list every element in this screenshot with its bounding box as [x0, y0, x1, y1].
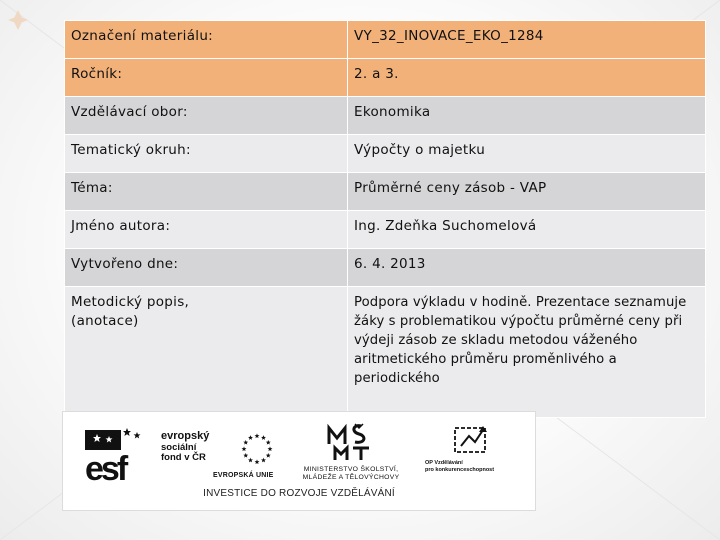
eu-star-icon: [248, 458, 253, 463]
table-row: [65, 249, 706, 287]
table-row: [65, 211, 706, 249]
esf-label-line1: evropský: [161, 430, 210, 442]
description-label: [65, 287, 348, 418]
row-value: 2. a 3.: [348, 59, 706, 97]
msmt-label-line1: MINISTERSTVO ŠKOLSTVÍ,: [303, 466, 399, 473]
description-label-line1: Metodický popis,: [71, 294, 190, 310]
row-value: Ing. Zdeňka Suchomelová: [348, 211, 706, 249]
eu-star-icon: [248, 435, 253, 440]
description-label-line2: (anotace): [71, 313, 139, 329]
esf-label-line3: fond v ČR: [161, 452, 206, 463]
row-value: Výpočty o majetku: [348, 135, 706, 173]
op-label-line2: pro konkurenceschopnost: [425, 466, 495, 473]
esf-logo-icon: [85, 426, 157, 482]
eu-star-icon: [261, 435, 266, 440]
op-logo-icon: [447, 422, 491, 458]
esf-label-line2: sociální: [161, 442, 197, 453]
row-label: Téma:: [65, 173, 348, 211]
row-value: Ekonomika: [348, 97, 706, 135]
corner-ornament: [8, 10, 28, 30]
eu-star-icon: [261, 458, 266, 463]
row-value: 6. 4. 2013: [348, 249, 706, 287]
op-label-line1: OP Vzdělávání: [425, 460, 463, 466]
row-value: VY_32_INOVACE_EKO_1284: [348, 21, 706, 59]
row-label: Tematický okruh:: [65, 135, 348, 173]
table-row: [65, 135, 706, 173]
investice-tagline: INVESTICE DO ROZVOJE VZDĚLÁVÁNÍ: [203, 488, 395, 499]
svg-text:esf: esf: [85, 450, 126, 482]
row-value: Průměrné ceny zásob - VAP: [348, 173, 706, 211]
eu-star-icon: [266, 440, 271, 445]
row-label: Označení materiálu:: [65, 21, 348, 59]
description-text: Podpora výkladu v hodině. Prezentace seznamuje žáky s problematikou výpočtu průměrné ceny při výdeji zásob ze skladu metodou váženého aritmetického průměru proměnlivého a periodického: [348, 287, 706, 418]
table-row: [65, 59, 706, 97]
eu-star-icon: [242, 446, 247, 451]
table-row: [65, 287, 706, 418]
eu-star-icon: [243, 453, 248, 458]
eu-star-icon: [243, 440, 248, 445]
msmt-label-line2: MLÁDEŽE A TĚLOVÝCHOVY: [302, 474, 400, 481]
funding-logo-strip: [62, 411, 536, 511]
metadata-table: [64, 20, 706, 418]
eu-star-icon: [255, 459, 260, 464]
eu-label: EVROPSKÁ UNIE: [213, 472, 274, 479]
msmt-logo-icon: [325, 422, 375, 462]
row-label: Vzdělávací obor:: [65, 97, 348, 135]
eu-star-icon: [255, 433, 260, 438]
row-label: Ročník:: [65, 59, 348, 97]
eu-star-icon: [268, 446, 273, 451]
row-label: Jméno autora:: [65, 211, 348, 249]
table-row: [65, 173, 706, 211]
row-label: Vytvořeno dne:: [65, 249, 348, 287]
eu-star-icon: [266, 453, 271, 458]
table-row: [65, 97, 706, 135]
eu-flag-icon: [231, 430, 283, 468]
table-row: [65, 21, 706, 59]
